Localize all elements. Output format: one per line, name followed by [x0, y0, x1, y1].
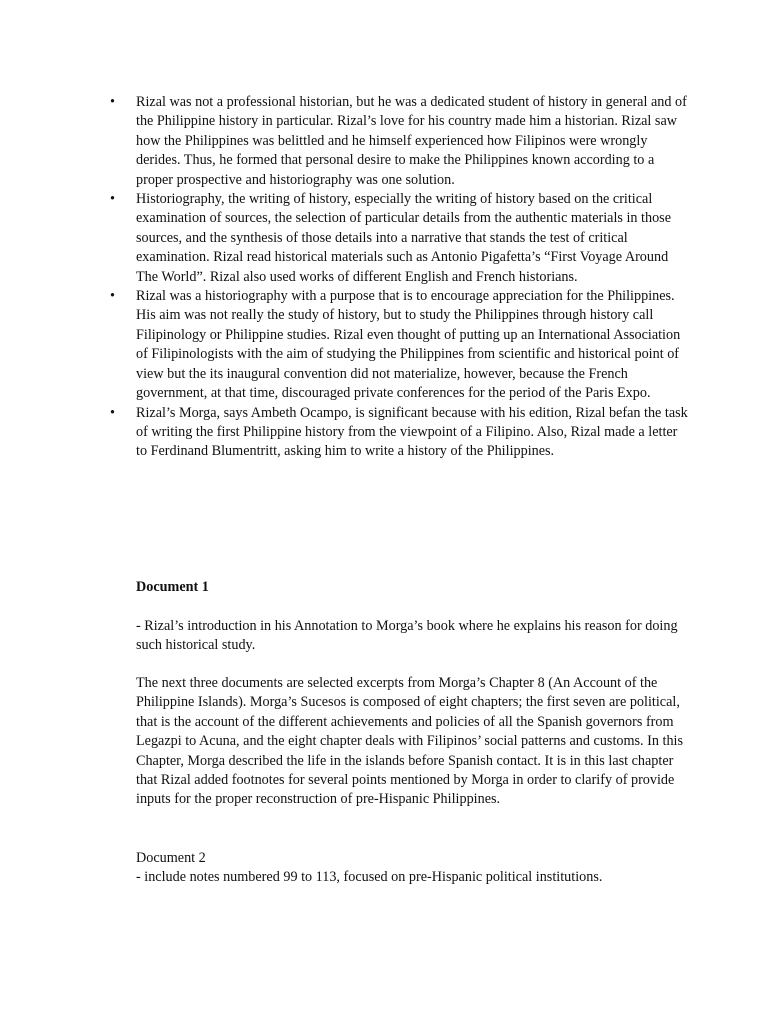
bullet-text: Rizal was a historiography with a purpose that is to encourage appreciation for the Philippines. His aim was not really the study of history, but to study the Philippines through history call Filipinology or Philippine studies. Rizal even thought of putting up an International Association of Filipinologists with the aim of studying the Philippines from scientific and historical point of view but the its inaugural convention did not materialize, however, because the French government, at that time, discouraged private conferences for the period of the Paris Expo. [136, 288, 681, 402]
bullet-item [110, 93, 690, 190]
document-2-note: - include notes numbered 99 to 113, focused on pre-Hispanic political institutions. [136, 869, 603, 885]
bullet-marker: • [110, 94, 115, 110]
bullet-item [110, 404, 690, 462]
bullet-text: Rizal’s Morga, says Ambeth Ocampo, is significant because with his edition, Rizal befan the task of writing the first Philippine history from the viewpoint of a Filipino. Also, Rizal made a letter to Ferdinand Blumentritt, asking him to write a history of the Philippines. [136, 404, 688, 460]
bullet-list [110, 93, 690, 462]
document-1-heading: Document 1 [136, 579, 209, 595]
bullet-item [110, 190, 690, 287]
document-1-intro: - Rizal’s introduction in his Annotation to Morga’s book where he explains his reason for doing such historical study. [136, 618, 678, 654]
bullet-marker: • [110, 191, 115, 208]
document-2-heading: Document 2 [136, 850, 206, 866]
bullet-item [110, 287, 690, 403]
document-1-paragraph: The next three documents are selected excerpts from Morga’s Chapter 8 (An Account of the Philippine Islands). Morga’s Sucesos is composed of eight chapters; the first seven are political, that is the account of the different achievements and policies of all the Spanish governors from Legazpi to Acuna, and the eight chapter deals with Filipinos’ social patterns and customs. In this Chapter, Morga described the life in the islands before Spanish contact. It is in this last chapter that Rizal added footnotes for several points mentioned by Morga in order to clarify of provide inputs for the proper reconstruction of pre-Hispanic Philippines. [136, 675, 684, 808]
bullet-text: Historiography, the writing of history, especially the writing of history based on the critical examination of sources, the selection of particular details from the authentic materials in those sources, and the synthesis of those details into a narrative that stands the test of critical examination. Rizal read historical materials such as Antonio Pigafetta’s “First Voyage Around The World”. Rizal also used works of different English and French historians. [136, 191, 672, 285]
bullet-text: Rizal was not a professional historian, but he was a dedicated student of history in general and of the Philippine history in particular. Rizal’s love for his country made him a historian. Rizal saw how the Philippines was belittled and he himself experienced how Filipinos were wrongly derides. Thus, he formed that personal desire to make the Philippines known according to a proper prospective and historiography was one solution. [136, 94, 687, 188]
bullet-marker: • [110, 288, 115, 305]
bullet-marker: • [110, 404, 115, 421]
